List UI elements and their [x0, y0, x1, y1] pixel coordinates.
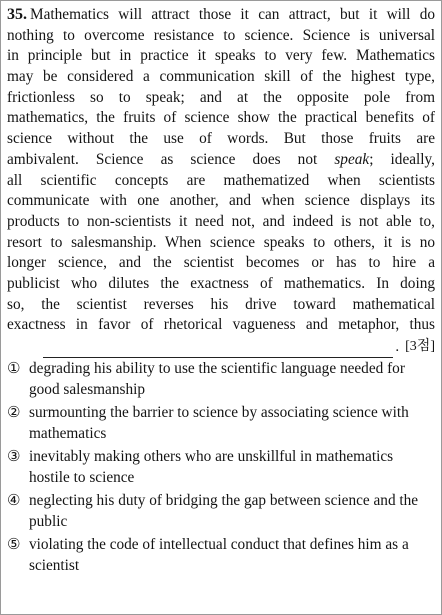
option-text: violating the code of intellectual conduct that defines him as a scientist — [29, 536, 409, 574]
answer-blank — [43, 342, 393, 358]
option-text: surmounting the barrier to science by associating science with mathematics — [29, 404, 409, 442]
answer-options — [7, 358, 435, 578]
passage-line: frictionless so to speak; and at the opposite pole from — [7, 88, 435, 106]
passage-line: so, the scientist reverses his drive toward mathematical — [7, 295, 435, 313]
question-passage — [7, 5, 435, 358]
passage-line: may be considered a communication skill of the highest type, — [7, 68, 435, 86]
option-number: ④ — [7, 491, 21, 509]
passage-line: nothing to overcome resistance to science. Science is universal — [7, 26, 435, 44]
passage-line: 35. Mathematics will attract those it can attract, but it will do — [7, 6, 435, 23]
option-2[interactable] — [7, 402, 435, 444]
option-number: ③ — [7, 447, 21, 465]
question-number: 35. — [7, 6, 27, 23]
passage-line: all scientific concepts are mathematized when scientists — [7, 171, 435, 189]
option-text: neglecting his duty of bridging the gap between science and the public — [29, 492, 419, 530]
passage-line: science without the use of words. But those fruits are — [7, 130, 435, 148]
passage-line: mathematics, the fruits of science show the practical benefits of — [7, 109, 435, 127]
option-3[interactable] — [7, 446, 435, 488]
passage-line: in principle but in practice it speaks to very few. Mathematics — [7, 47, 435, 65]
option-number: ① — [7, 359, 21, 377]
option-text: inevitably making others who are unskillful in mathematics hostile to science — [29, 448, 394, 486]
passage-line: ambivalent. Science as science does not speak; ideally, — [7, 150, 436, 168]
option-4[interactable] — [7, 490, 435, 532]
passage-line: communicate with one another, and when science displays its — [7, 192, 435, 210]
option-text: degrading his ability to use the scientific language needed for good salesmanship — [29, 360, 405, 398]
passage-line: products to non-scientists it need not, and indeed is not able to, — [7, 212, 435, 230]
passage-line: resort to salesmanship. When science speaks to others, it is no — [7, 233, 435, 251]
passage-line: longer science, and the scientist becomes or has to hire a — [7, 254, 435, 272]
answer-blank-line — [7, 336, 435, 358]
passage-line: exactness in favor of rhetorical vagueness and metaphor, thus — [7, 316, 435, 334]
option-number: ② — [7, 403, 21, 421]
blank-period: . — [395, 339, 400, 355]
option-number: ⑤ — [7, 535, 21, 553]
emphasized-word: speak — [334, 150, 370, 168]
option-1[interactable] — [7, 358, 435, 400]
passage-line: publicist who dilutes the exactness of mathematics. In doing — [7, 274, 435, 292]
option-5[interactable] — [7, 534, 435, 576]
points-label: [3점] — [405, 339, 435, 354]
